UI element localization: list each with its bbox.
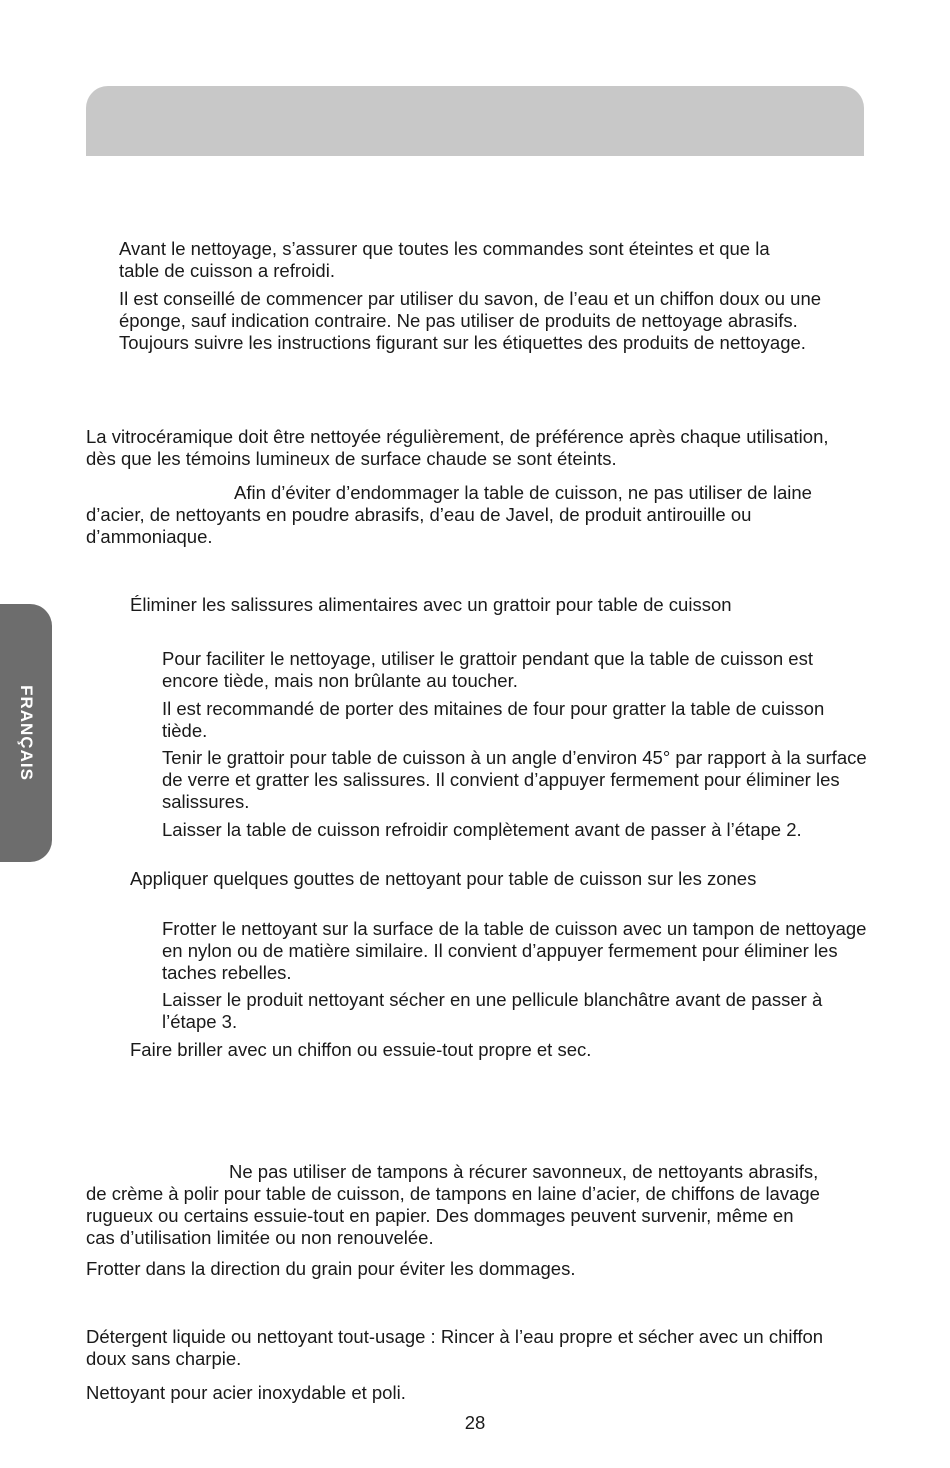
steel-paragraph-detergent: Détergent liquide ou nettoyant tout-usage : Rincer à l’eau propre et sécher avec un chiffon doux sans charpie. <box>86 1326 824 1369</box>
step-3: Faire briller avec un chiffon ou essuie-tout propre et sec. <box>130 1039 592 1060</box>
step-1-sub-3: Tenir le grattoir pour table de cuisson à un angle d’environ 45° par rapport à la surface de verre et gratter les salissures. Il convient d’appuyer fermement pour éliminer les salissures. <box>162 747 867 812</box>
vitro-warning: Afin d’éviter d’endommager la table de cuisson, ne pas utiliser de laine d’acier, de nettoyants en poudre abrasifs, d’eau de Javel, de produit antirouille ou d’ammoniaque. <box>86 482 812 547</box>
vitro-paragraph: La vitrocéramique doit être nettoyée régulièrement, de préférence après chaque utilisation, dès que les témoins lumineux de surface chaude se sont éteints. <box>86 426 829 469</box>
step-1-sub-1: Pour faciliter le nettoyage, utiliser le grattoir pendant que la table de cuisson est encore tiède, mais non brûlante au toucher. <box>162 648 813 691</box>
step-2: Appliquer quelques gouttes de nettoyant pour table de cuisson sur les zones <box>130 868 757 889</box>
step-1-sub-2: Il est recommandé de porter des mitaines de four pour gratter la table de cuisson tiède. <box>162 698 825 741</box>
steel-paragraph-cleaner: Nettoyant pour acier inoxydable et poli. <box>86 1382 406 1403</box>
step-1: Éliminer les salissures alimentaires avec un grattoir pour table de cuisson <box>130 594 732 615</box>
section-header-bar <box>86 86 864 156</box>
language-side-tab <box>0 604 52 862</box>
page-number: 28 <box>464 1412 486 1433</box>
step-2-sub-2: Laisser le produit nettoyant sécher en une pellicule blanchâtre avant de passer à l’étape 3. <box>162 989 823 1032</box>
intro-item-1: Avant le nettoyage, s’assurer que toutes les commandes sont éteintes et que la table de cuisson a refroidi. <box>119 238 770 281</box>
step-2-sub-1: Frotter le nettoyant sur la surface de la table de cuisson avec un tampon de nettoyage en nylon ou de matière similaire. Il convient d’appuyer fermement pour éliminer les taches rebelles. <box>162 918 867 983</box>
language-tab-label: FRANÇAIS <box>17 685 36 781</box>
steel-paragraph-grain: Frotter dans la direction du grain pour éviter les dommages. <box>86 1258 576 1279</box>
intro-item-2: Il est conseillé de commencer par utiliser du savon, de l’eau et un chiffon doux ou une éponge, sauf indication contraire. Ne pas utiliser de produits de nettoyage abrasifs. Toujours suivre les instructions figurant sur les étiquettes des produits de nettoyage. <box>119 288 822 353</box>
steel-warning: Ne pas utiliser de tampons à récurer savonneux, de nettoyants abrasifs, de crème à polir pour table de cuisson, de tampons en laine d’acier, de chiffons de lavage rugueux ou certains essuie-tout en papier. Des dommages peuvent survenir, même en cas d’utilisation limitée ou non renouvelée. <box>86 1161 820 1248</box>
step-1-sub-4: Laisser la table de cuisson refroidir complètement avant de passer à l’étape 2. <box>162 819 802 840</box>
